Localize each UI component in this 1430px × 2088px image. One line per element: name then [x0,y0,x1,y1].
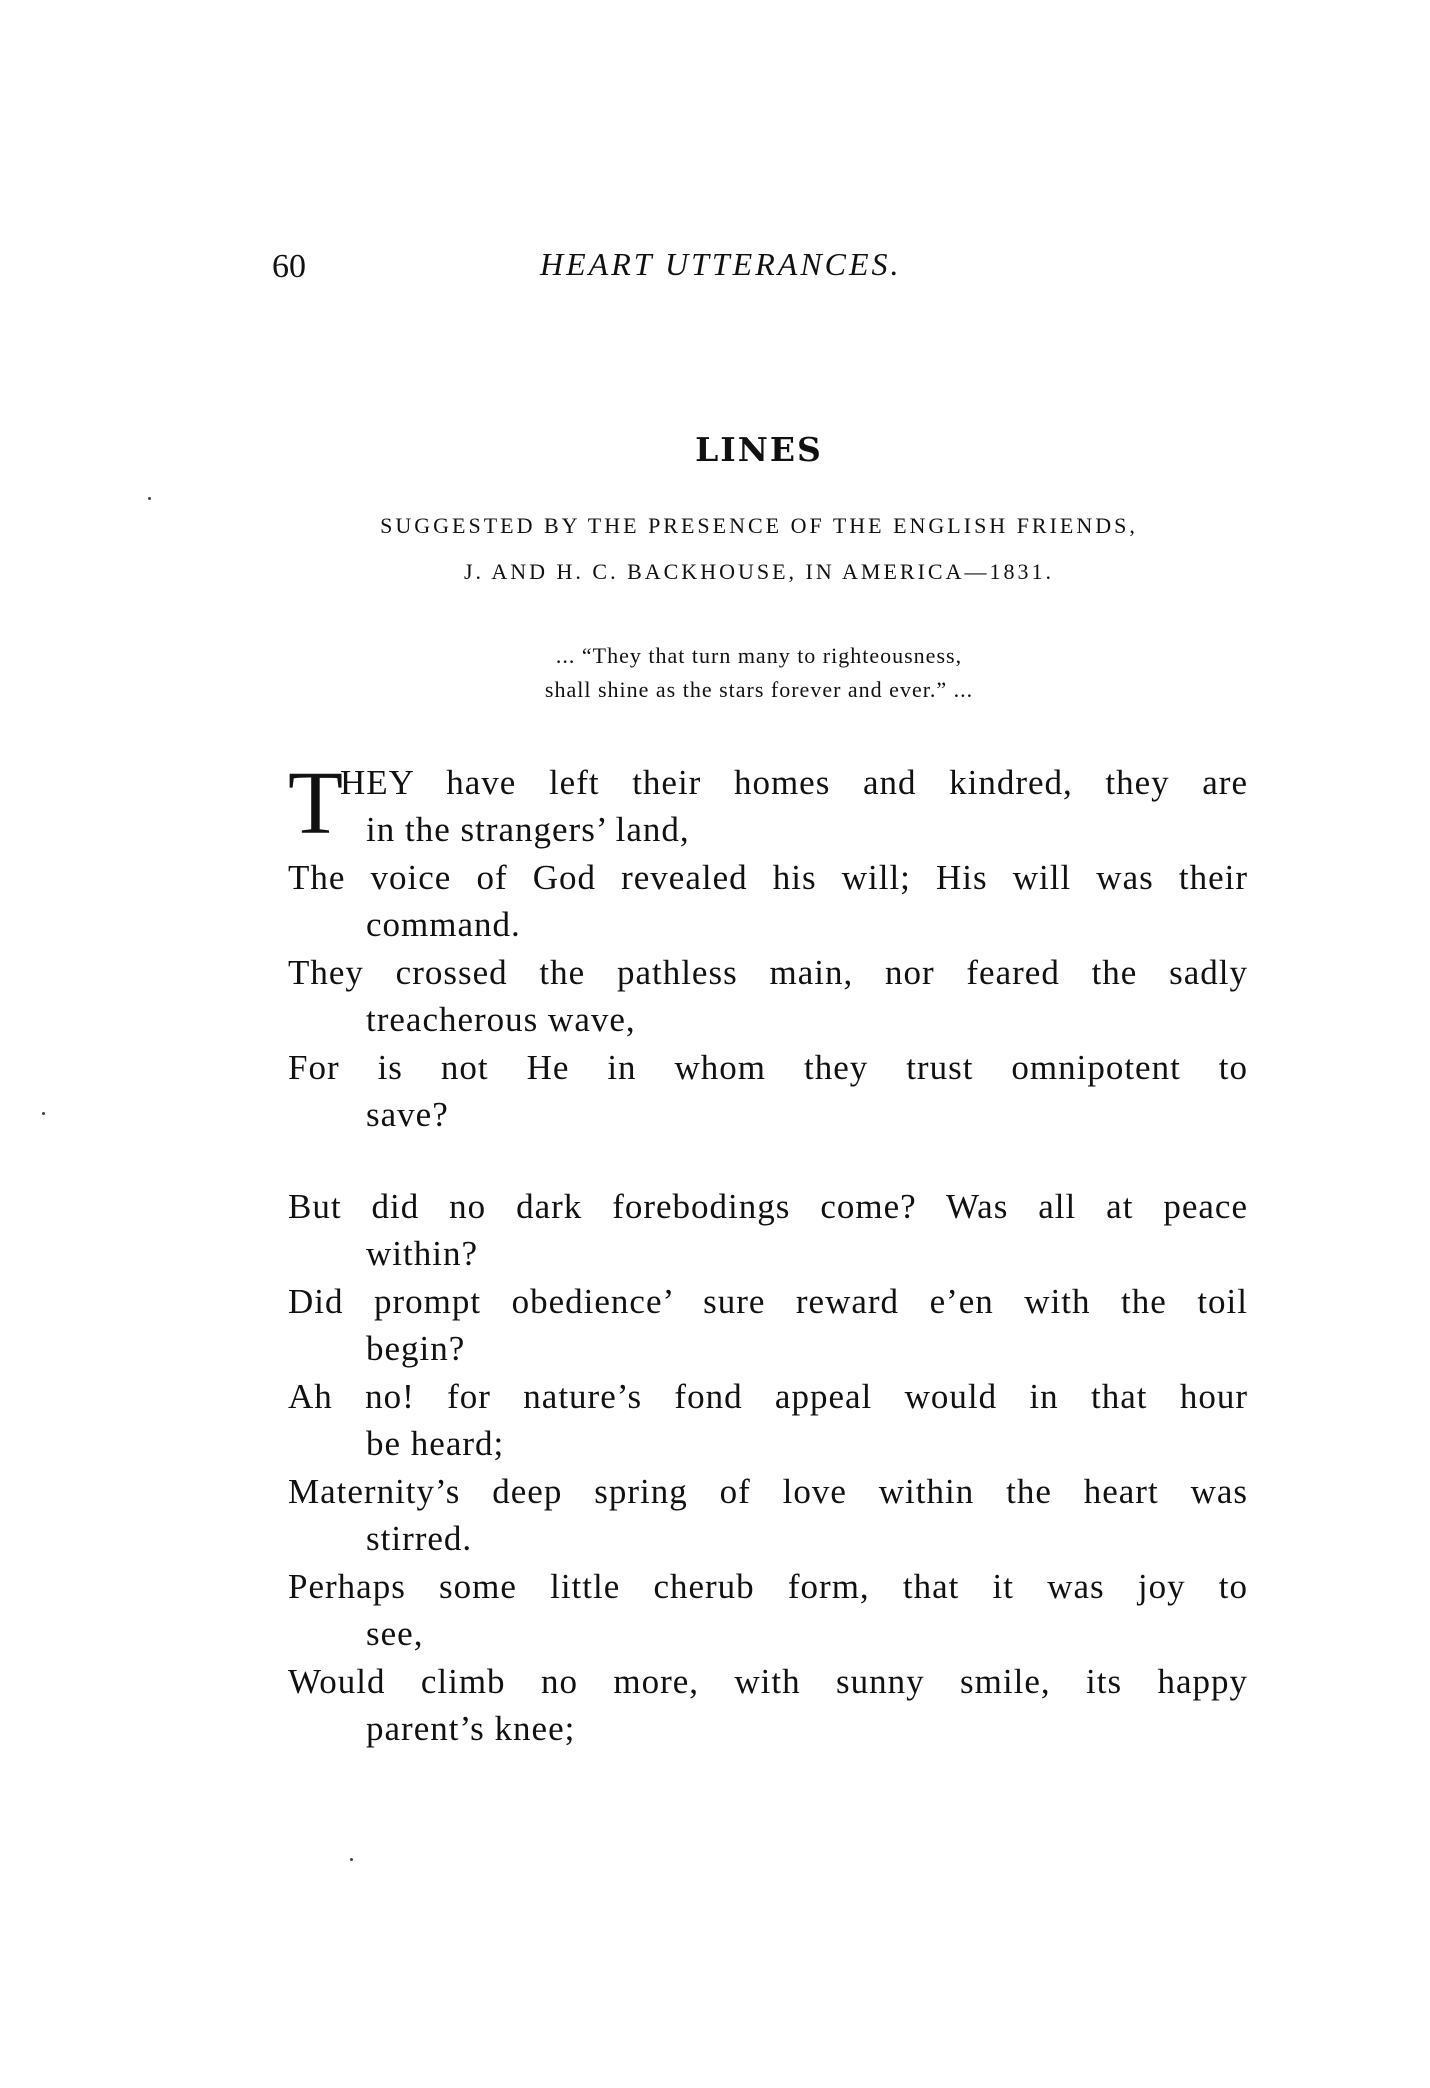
verse-continuation: treacherous wave, [366,1000,636,1039]
verse-continuation: begin? [366,1329,466,1368]
verse-continuation: be heard; [366,1424,505,1463]
verse-line: For is not He in whom they trust omnipotent to [288,1048,1248,1087]
verse-continuation: see, [366,1614,424,1653]
verse-line: Maternity’s deep spring of love within the heart was [288,1472,1248,1511]
verse-line: The voice of God revealed his will; His will was their [288,858,1248,897]
verse-line: Perhaps some little cherub form, that it was joy to [288,1567,1248,1606]
dropcap-letter: T [288,754,343,853]
poem-title: LINES [695,430,823,469]
scan-speck [148,497,151,500]
epigraph-line-2: shall shine as the stars forever and ever.” ... [544,677,974,702]
verse-line: HEY have left their homes and kindred, they are [340,763,1248,802]
verse-continuation: stirred. [366,1519,473,1558]
stanza-2 [288,1183,1248,1753]
stanza-1 [288,754,1248,1139]
scan-speck [42,1112,45,1115]
verse-line: Did prompt obedience’ sure reward e’en with the toil [288,1282,1248,1321]
verse-line: Would climb no more, with sunny smile, its happy [288,1662,1248,1701]
verse-line: They crossed the pathless main, nor feared the sadly [288,953,1248,992]
running-head: HEART UTTERANCES. [540,246,902,282]
verse-continuation: in the strangers’ land, [366,810,690,849]
verse-continuation: parent’s knee; [366,1709,576,1748]
dropcap-verse [288,754,1248,853]
verse-continuation: within? [366,1234,478,1273]
subtitle-line-2: J. AND H. C. BACKHOUSE, IN AMERICA—1831. [464,559,1054,584]
epigraph-line-1: ... “They that turn many to righteousness, [555,643,963,668]
subtitle-line-1: SUGGESTED BY THE PRESENCE OF THE ENGLISH FRIENDS, [380,513,1138,538]
verse-line: But did no dark forebodings come? Was all at peace [288,1187,1248,1226]
verse-continuation: command. [366,905,521,944]
verse-continuation: save? [366,1095,449,1134]
scan-speck [350,1858,353,1861]
verse-line: Ah no! for nature’s fond appeal would in that hour [288,1377,1248,1416]
page-number: 60 [272,248,306,285]
